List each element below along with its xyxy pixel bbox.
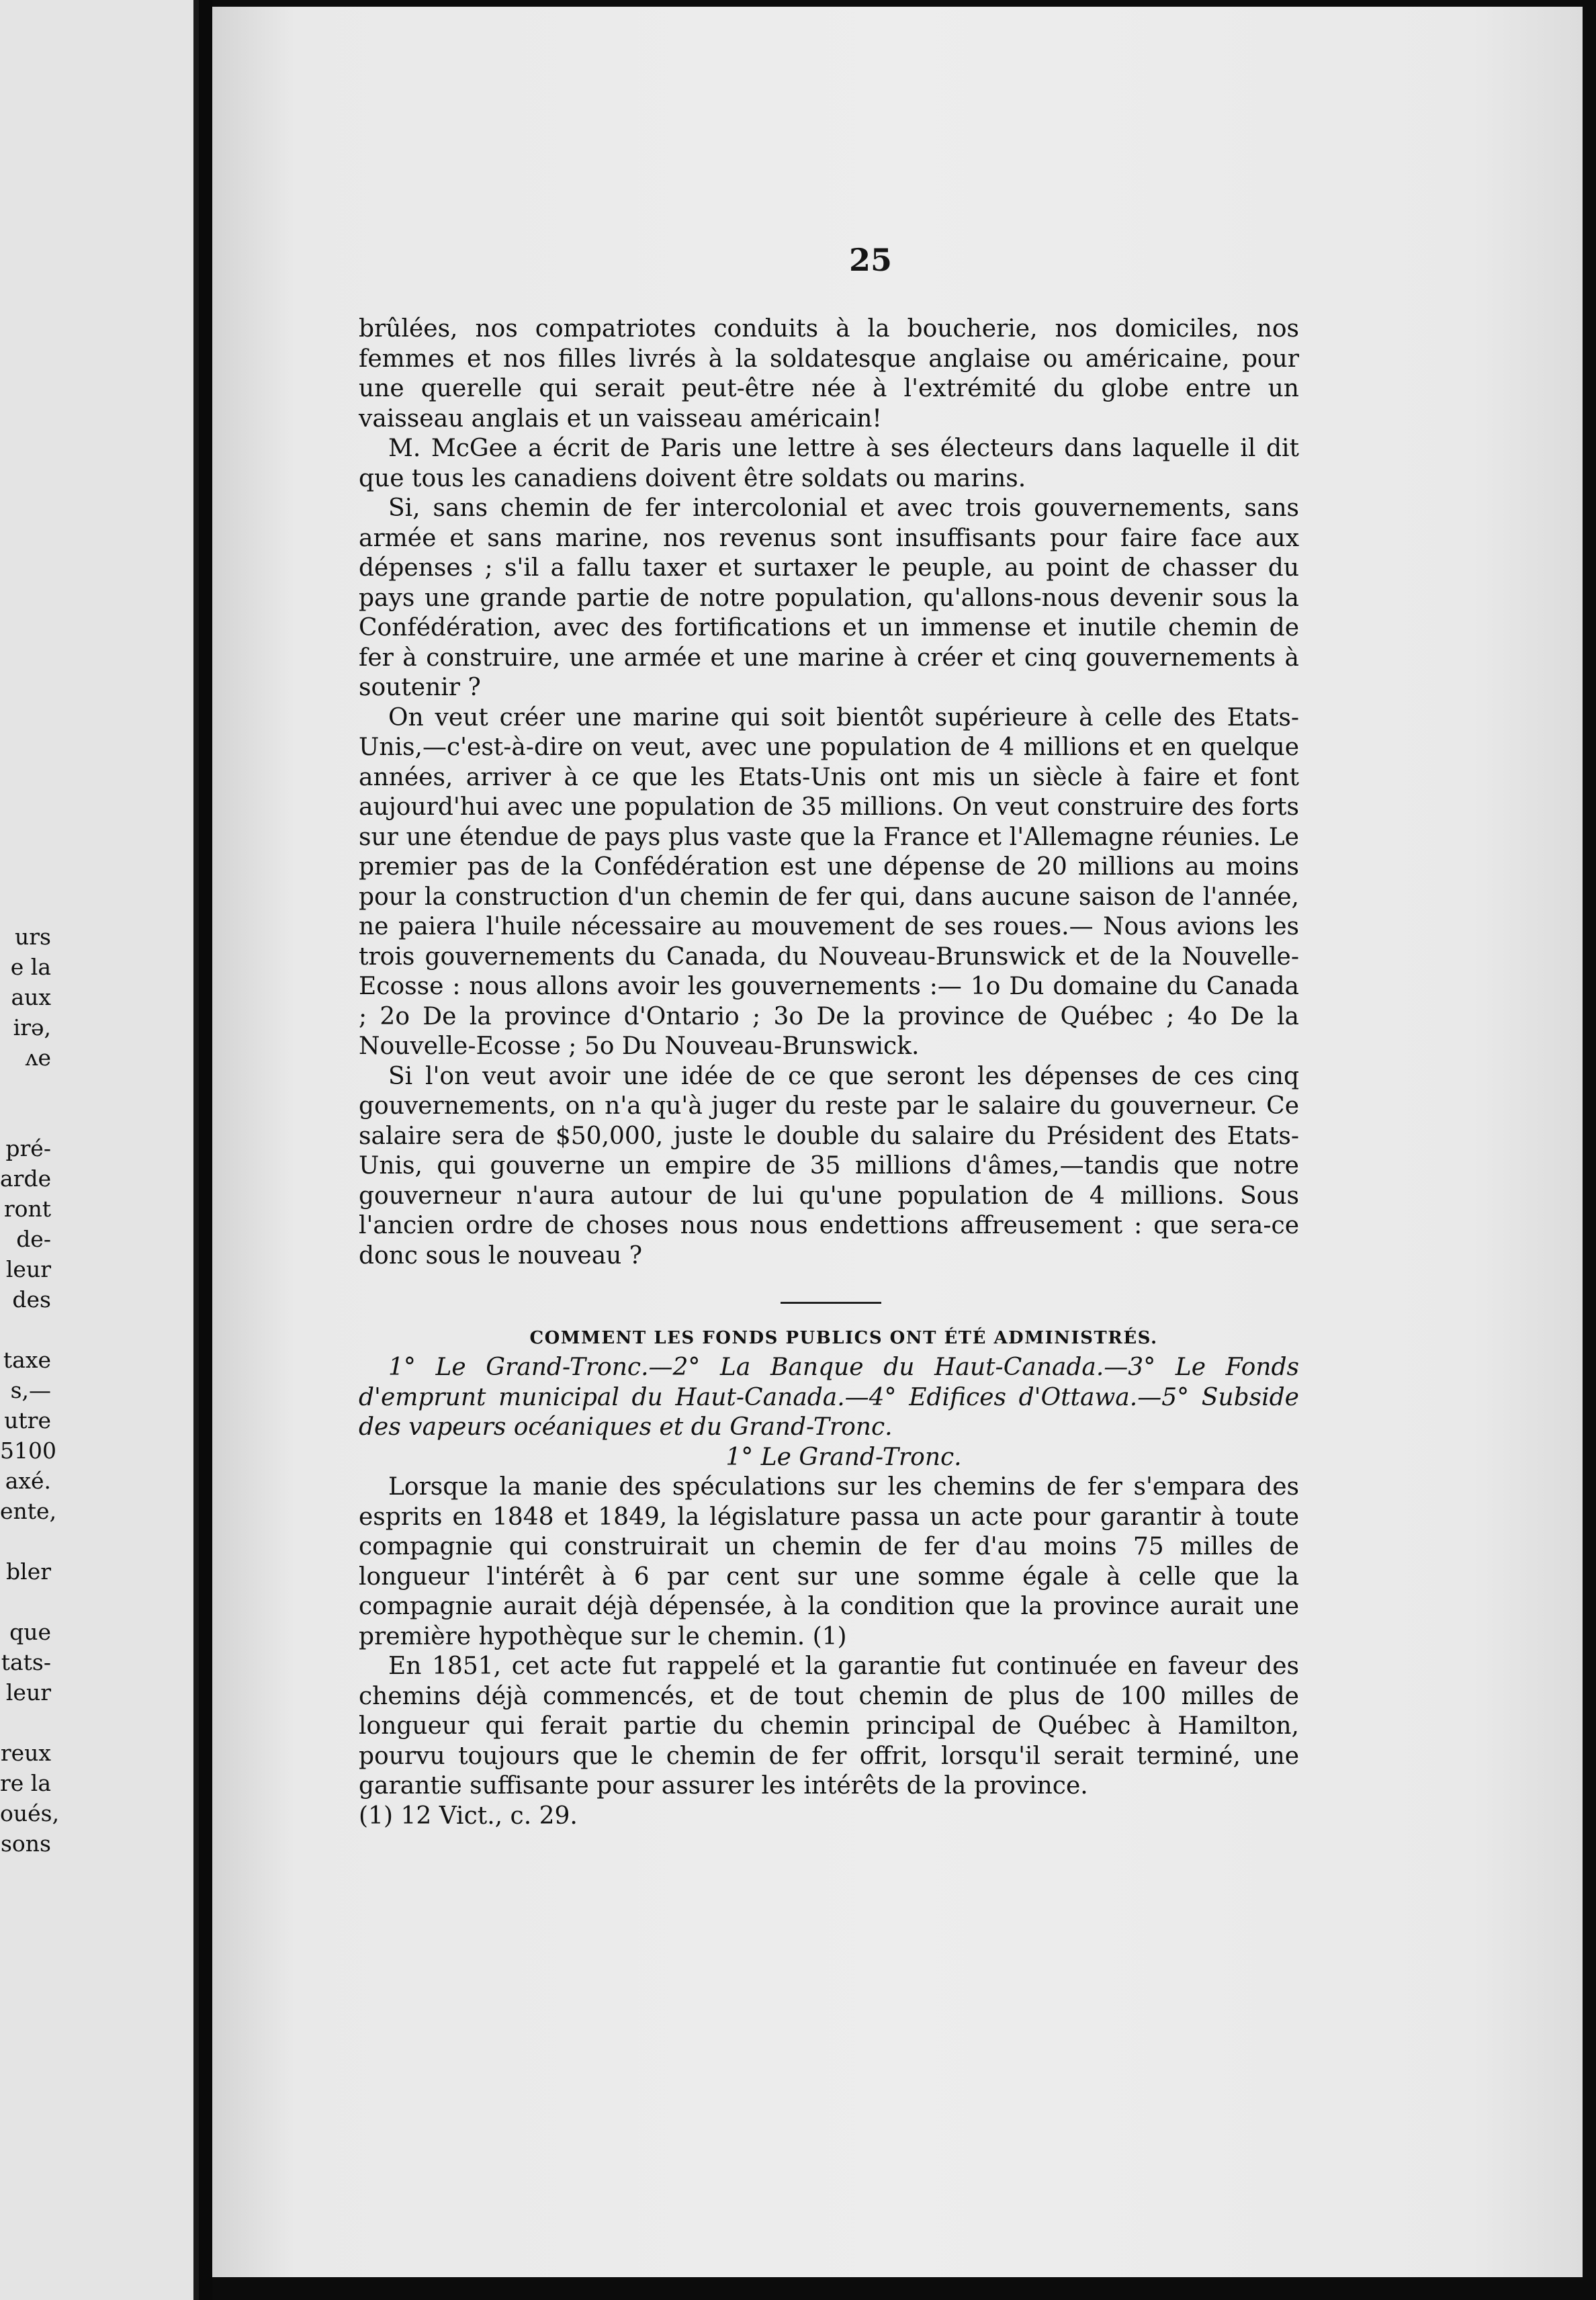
fragment-line: sons: [1, 1830, 51, 1857]
divider-rule: [781, 1302, 881, 1304]
fragment-line: axé.: [5, 1468, 51, 1494]
fragment-line: ​5100: [0, 1438, 56, 1464]
paragraph: M. McGee a écrit de Paris une lettre à ses électeurs dans laquelle il dit que tous les canadiens doivent être soldats ou marins.: [359, 435, 1299, 492]
fragment-line: leur: [5, 1256, 51, 1282]
paragraph: On veut créer une marine qui soit bientôt supérieure à celle des Etats-Unis,—c'est-à-dire on veut, avec une population de 4 millions et en quelque années, arriver à ce que les Etats-Unis ont mis un siècle à faire et font aujourd'hui avec une population de 35 millions. On veut construire des forts sur une étendue de pays plus vaste que la France et l'Allemagne réunies. Le premier pas de la Confédération est une dépense de 20 millions au moins pour la construction d'un chemin de fer qui, dans aucune saison de l'année, ne paiera l'huile nécessaire au mouvement de ses roues.— Nous avions les trois gouvernements du Canada, du Nouveau-Brunswick et de la Nouvelle-Ecosse : nous allons avoir les gouvernements :— 1o Du domaine du Canada ; 2o De la province d'Ontario ; 3o De la province de Québec ; 4o De la Nouvelle-Ecosse ; 5o Du Nouveau-Brunswick.: [359, 703, 1299, 1060]
page-body: [359, 314, 1299, 1831]
paragraph: Si, sans chemin de fer intercolonial et avec trois gouvernements, sans armée et sans marine, nos revenus sont insuffisants pour faire face aux dépenses ; s'il a fallu taxer et surtaxer le peuple, au point de chasser du pays une grande partie de notre population, qu'allons-nous devenir sous la Confédération, avec des fortifications et un immense et inutile chemin de fer à construire, une armée et une marine à créer et cinq gouvernements à soutenir ?: [359, 494, 1299, 701]
page-number: 25: [848, 242, 892, 278]
fragment-line: s,—: [10, 1377, 51, 1403]
paragraph: brûlées, nos compatriotes conduits à la boucherie, nos domiciles, nos femmes et nos filles livrés à la soldatesque anglaise ou américaine, pour une querelle qui serait peut-être née à l'extrémité du globe entre un vaisseau anglais et un vaisseau américain!: [359, 315, 1299, 433]
fragment-line: ente,: [0, 1498, 57, 1524]
fragment-line: e la: [10, 954, 51, 980]
spacer: [0, 1587, 193, 1617]
fragment-line: taxe: [3, 1347, 51, 1373]
fragment-line: tats-: [1, 1649, 51, 1675]
fragment-line: utre: [4, 1407, 51, 1433]
fragment-line: des: [12, 1286, 51, 1313]
subheading: 1° Le Grand-Tronc.: [725, 1443, 962, 1471]
book-gutter: [199, 0, 212, 2300]
spacer: [0, 1526, 193, 1556]
fragment-line: pré-: [5, 1135, 51, 1161]
spacer: [0, 1315, 193, 1345]
spacer: [0, 1708, 193, 1738]
fragment-line: bler: [6, 1558, 51, 1585]
footnote: (1) 12 Vict., c. 29.: [359, 1802, 578, 1830]
section-items: 1° Le Grand-Tronc.—2° La Banque du Haut-Canada.—3° Le Fonds d'emprunt municipal du Haut-Canada.—4° Edifices d'Ottawa.—5° Subside des vapeurs océaniques et du Grand-Tronc.: [359, 1354, 1299, 1441]
spacer: [0, 1073, 193, 1133]
fragment-line: aux: [11, 984, 51, 1010]
left-page-edge: [0, 0, 199, 2300]
fragment-line: leur: [5, 1679, 51, 1706]
fragment-line: reux: [0, 1740, 51, 1766]
section-heading: COMMENT LES FONDS PUBLICS ONT ÉTÉ ADMINISTRÉS.: [529, 1328, 1158, 1348]
paragraph: Si l'on veut avoir une idée de ce que seront les dépenses de ces cinq gouvernements, on n'a qu'à juger du reste par le salaire du gouverneur. Ce salaire sera de $50,000, juste le double du salaire du Président des Etats-Unis, qui gouverne un empire de 35 millions d'âmes,—tandis que notre gouverneur n'aura autour de lui qu'une population de 4 millions. Sous l'ancien ordre de choses nous nous endettions affreusement : que sera-ce donc sous le nouveau ?: [359, 1062, 1299, 1270]
fragment-line: oués,: [0, 1800, 60, 1826]
left-page-text-fragments: [0, 922, 193, 1859]
fragment-line: urs: [15, 924, 51, 950]
section-divider: [359, 1271, 1299, 1323]
fragment-line: arde: [0, 1165, 52, 1192]
fragment-line: ront: [3, 1196, 51, 1222]
fragment-line: que: [9, 1619, 51, 1645]
fragment-line: de-: [16, 1226, 51, 1252]
fragment-line: re la: [0, 1770, 52, 1796]
paragraph: En 1851, cet acte fut rappelé et la garantie fut continuée en faveur des chemins déjà commencés, et de tout chemin de plus de 100 milles de longueur qui ferait partie du chemin principal de Québec à Hamilton, pourvu toujours que le chemin de fer offrit, lorsqu'il serait terminé, une garantie suffisante pour assurer les intérêts de la province.: [359, 1652, 1299, 1800]
fragment-line: irə,: [13, 1014, 51, 1041]
paragraph: Lorsque la manie des spéculations sur les chemins de fer s'empara des esprits en 1848 et 1849, la législature passa un acte pour garantir à toute compagnie qui construirait un chemin de fer d'au moins 75 milles de longueur l'intérêt à 6 par cent sur une somme égale à celle que la compagnie aurait déjà dépensée, à la condition que la province aurait une première hypothèque sur le chemin. (1): [359, 1473, 1299, 1650]
right-page: [212, 7, 1583, 2277]
fragment-line: ʌe: [25, 1045, 51, 1071]
